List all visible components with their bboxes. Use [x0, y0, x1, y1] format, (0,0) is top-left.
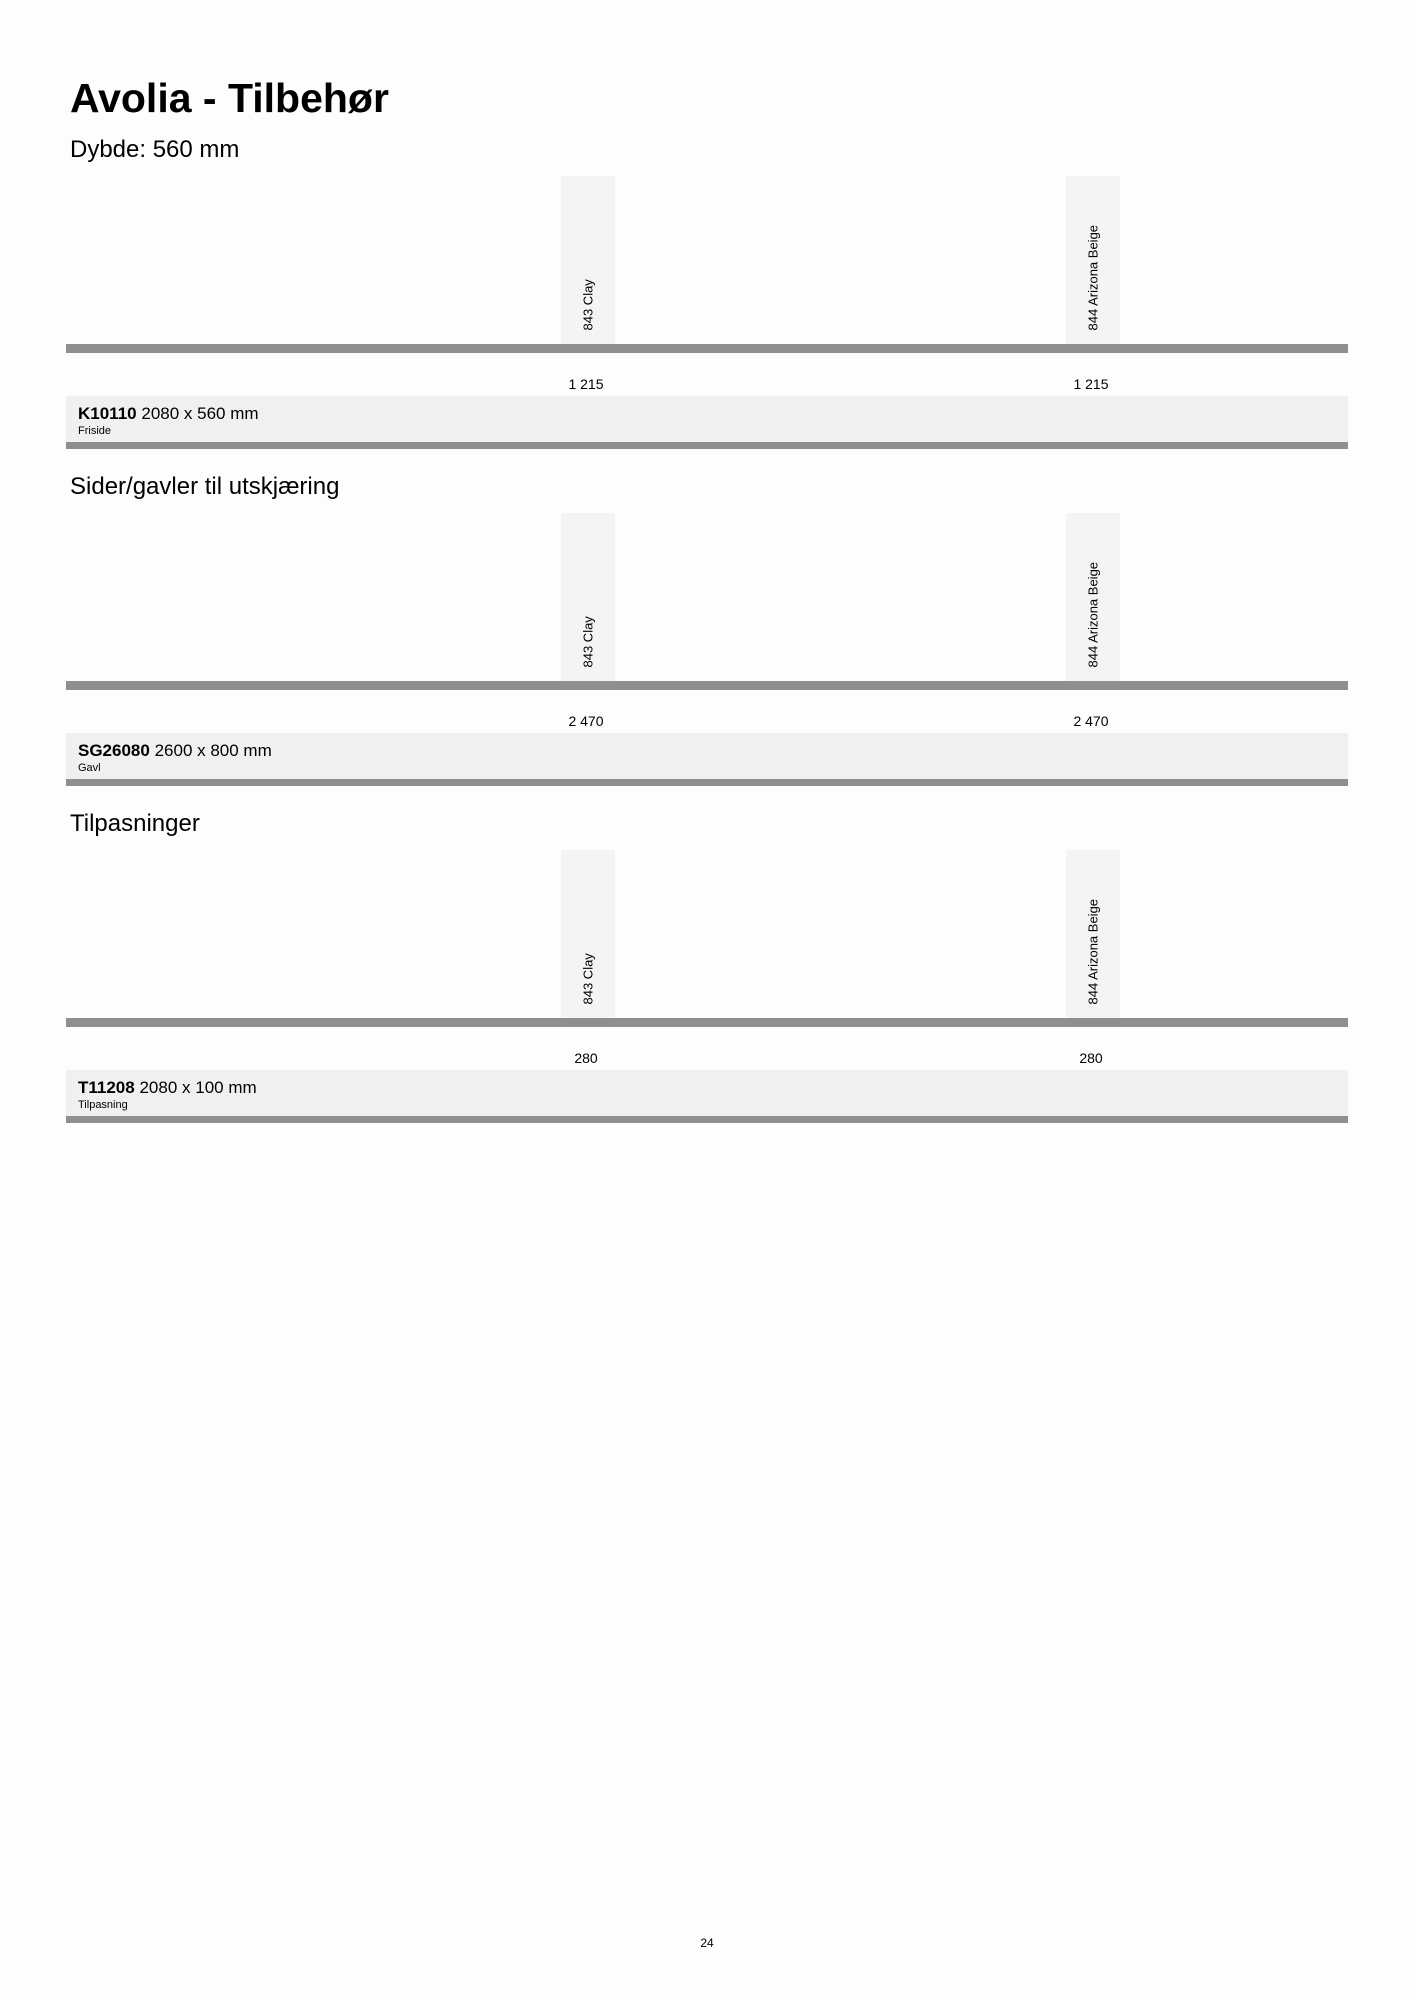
section-sides [0, 475, 1414, 795]
product-row [66, 396, 1348, 442]
column-label: 844 Arizona Beige [1085, 561, 1101, 668]
table-header-rule [66, 1018, 1348, 1027]
price-value: 280 [574, 1050, 598, 1066]
product-code: T11208 [78, 1078, 135, 1097]
table-footer-rule [66, 1116, 1348, 1123]
product-code-line [78, 741, 272, 761]
column-header-843-clay [561, 850, 615, 1018]
product-type: Friside [78, 425, 112, 437]
product-dimensions: 2080 x 100 mm [139, 1078, 257, 1097]
product-dimensions: 2080 x 560 mm [141, 404, 259, 423]
table-header-rule [66, 344, 1348, 353]
section-fillers [0, 812, 1414, 1132]
column-header-844-arizona-beige [1066, 513, 1120, 681]
section-depth [0, 138, 1414, 458]
column-header-844-arizona-beige [1066, 176, 1120, 344]
product-row [66, 733, 1348, 779]
price-value: 1 215 [568, 376, 604, 392]
product-code: SG26080 [78, 741, 150, 760]
product-row [66, 1070, 1348, 1116]
product-dimensions: 2600 x 800 mm [154, 741, 272, 760]
table-header-rule [66, 681, 1348, 690]
product-code-line [78, 404, 259, 424]
price-value: 1 215 [1073, 376, 1109, 392]
section-heading: Tilpasninger [70, 810, 200, 837]
page-number: 24 [700, 1936, 714, 1950]
section-heading: Dybde: 560 mm [70, 136, 240, 163]
price-value: 280 [1079, 1050, 1103, 1066]
page-title: Avolia - Tilbehør [70, 75, 389, 121]
column-header-843-clay [561, 513, 615, 681]
column-header-844-arizona-beige [1066, 850, 1120, 1018]
product-type: Tilpasning [78, 1099, 128, 1111]
product-type: Gavl [78, 762, 101, 774]
column-label: 843 Clay [580, 953, 596, 1005]
section-heading: Sider/gavler til utskjæring [70, 473, 340, 500]
product-code: K10110 [78, 404, 137, 423]
price-value: 2 470 [1073, 713, 1109, 729]
column-label: 843 Clay [580, 616, 596, 668]
product-code-line [78, 1078, 257, 1098]
price-value: 2 470 [568, 713, 604, 729]
table-footer-rule [66, 442, 1348, 449]
table-footer-rule [66, 779, 1348, 786]
column-label: 843 Clay [580, 279, 596, 331]
column-label: 844 Arizona Beige [1085, 898, 1101, 1005]
column-header-843-clay [561, 176, 615, 344]
column-label: 844 Arizona Beige [1085, 224, 1101, 331]
